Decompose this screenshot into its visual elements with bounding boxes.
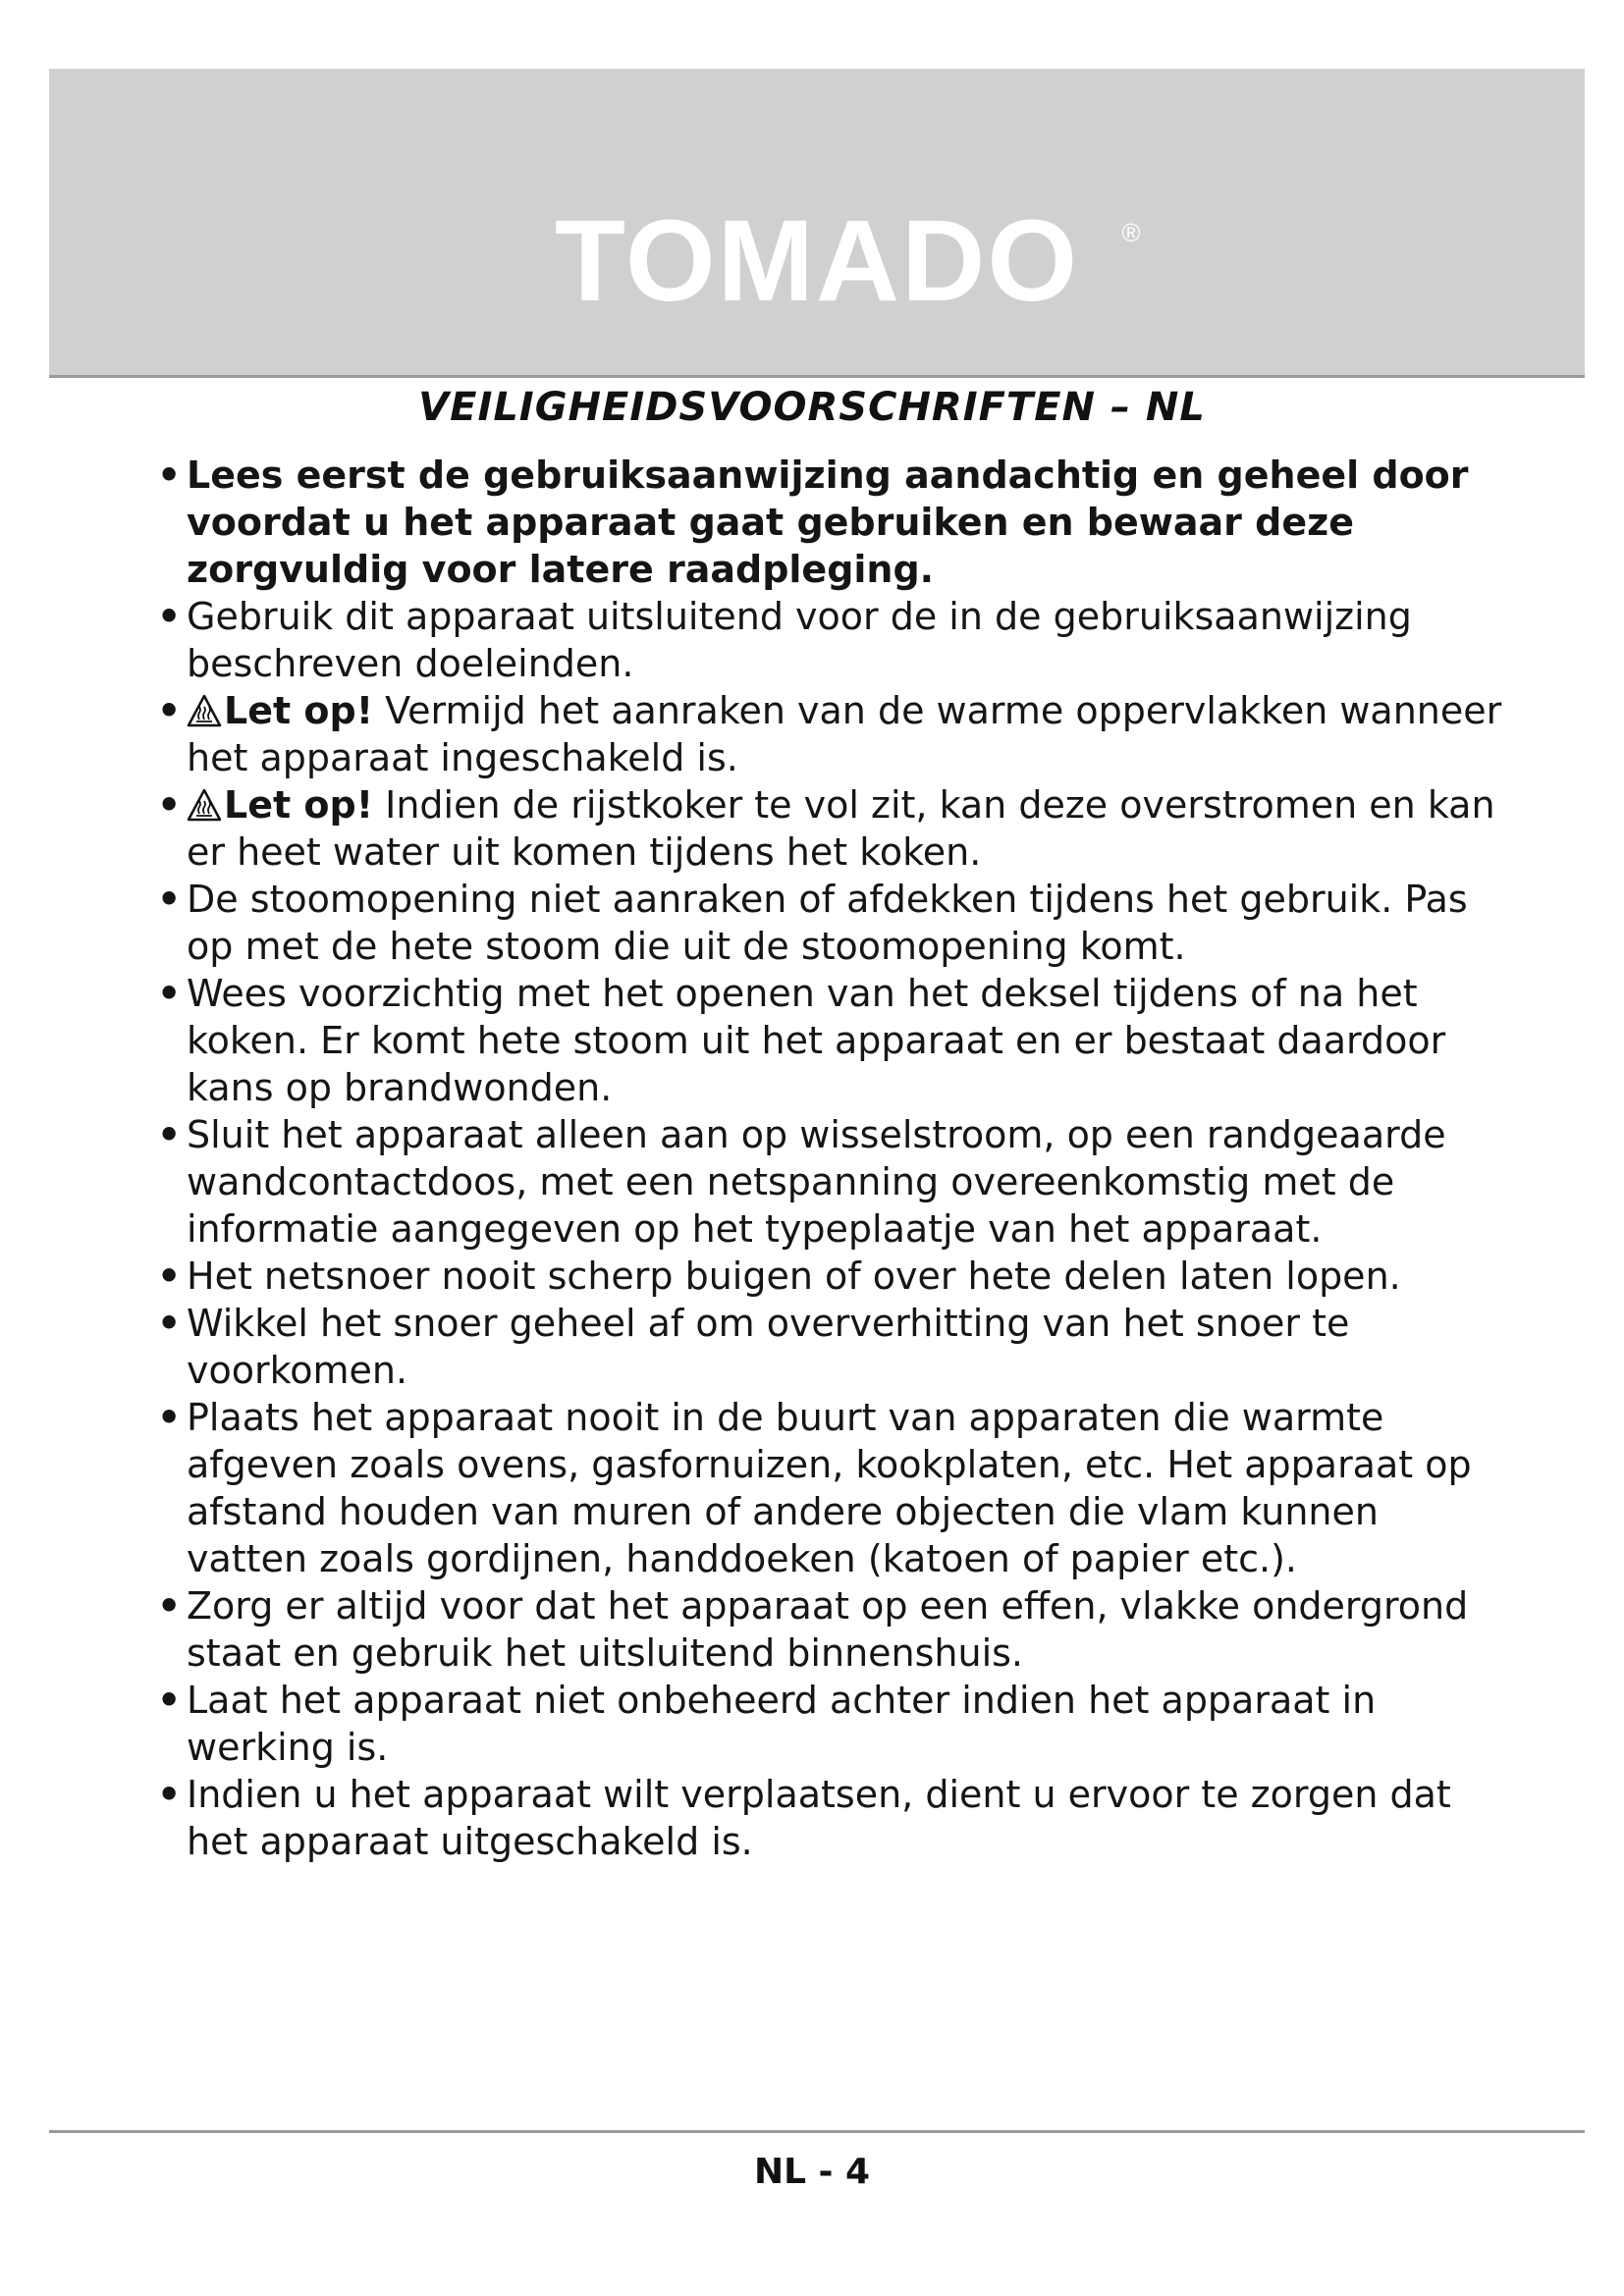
brand-logo [49,202,1585,320]
brand-wordmark: TOMADO [554,202,1080,320]
safety-instructions-list [157,452,1502,1865]
list-item [157,1253,1502,1300]
list-item-text: Wees voorzichtig met het openen van het deksel tijdens of na het koken. Er komt hete stoom uit het apparaat en er bestaat daardoor kans op brandwonden. [187,972,1446,1109]
section-title: VEILIGHEIDSVOORSCHRIFTEN – NL [418,385,1206,430]
hot-surface-warning-icon [187,694,222,727]
list-item-text: Laat het apparaat niet onbeheerd achter indien het apparaat in werking is. [187,1679,1377,1769]
list-item [157,1771,1502,1865]
list-item [157,876,1502,970]
footer-divider [49,2130,1585,2133]
page-number: NL - 4 [753,2152,871,2192]
list-item-text: Zorg er altijd voor dat het apparaat op een effen, vlakke ondergrond staat en gebruik het uitsluitend binnenshuis. [187,1584,1469,1675]
list-item-text: Vermijd het aanraken van de warme oppervlakken wanneer het apparaat ingeschakeld is. [187,689,1502,779]
list-item [157,1582,1502,1677]
list-item-text: Lees eerst de gebruiksaanwijzing aandachtig en geheel door voordat u het apparaat gaat gebruiken en bewaar deze zorgvuldig voor latere raadpleging. [187,454,1469,591]
registered-mark: ® [1121,218,1141,247]
list-item [157,452,1502,593]
list-item-text: Sluit het apparaat alleen aan op wisselstroom, op een randgeaarde wandcontactdoos, met een netspanning overeenkomstig met de informatie aangegeven op het typeplaatje van het apparaat. [187,1113,1446,1251]
hot-surface-warning-icon [187,788,222,822]
list-item [157,1111,1502,1253]
list-item [157,1677,1502,1771]
warning-lead: Let op! [224,689,374,732]
header-band [49,69,1585,378]
list-item [157,687,1502,781]
list-item [157,593,1502,687]
list-item-text: Gebruik dit apparaat uitsluitend voor de in de gebruiksaanwijzing beschreven doeleinden. [187,595,1412,685]
list-item-text: Indien u het apparaat wilt verplaatsen, dient u ervoor te zorgen dat het apparaat uitgeschakeld is. [187,1773,1451,1863]
list-item-text: Plaats het apparaat nooit in de buurt van apparaten die warmte afgeven zoals ovens, gasfornuizen, kookplaten, etc. Het apparaat op afstand houden van muren of andere objecten die vlam kunnen vatten zoals gordijnen, handdoeken (katoen of papier etc.). [187,1396,1472,1580]
list-item [157,1300,1502,1394]
list-item [157,781,1502,876]
list-item [157,1394,1502,1582]
list-item-text: Het netsnoer nooit scherp buigen of over hete delen laten lopen. [187,1255,1401,1298]
list-item-text: De stoomopening niet aanraken of afdekken tijdens het gebruik. Pas op met de hete stoom die uit de stoomopening komt. [187,878,1468,968]
list-item-text: Wikkel het snoer geheel af om oververhitting van het snoer te voorkomen. [187,1302,1350,1392]
warning-lead: Let op! [224,783,374,827]
list-item-text: Indien de rijstkoker te vol zit, kan deze overstromen en kan er heet water uit komen tijdens het koken. [187,783,1495,874]
list-item [157,970,1502,1111]
